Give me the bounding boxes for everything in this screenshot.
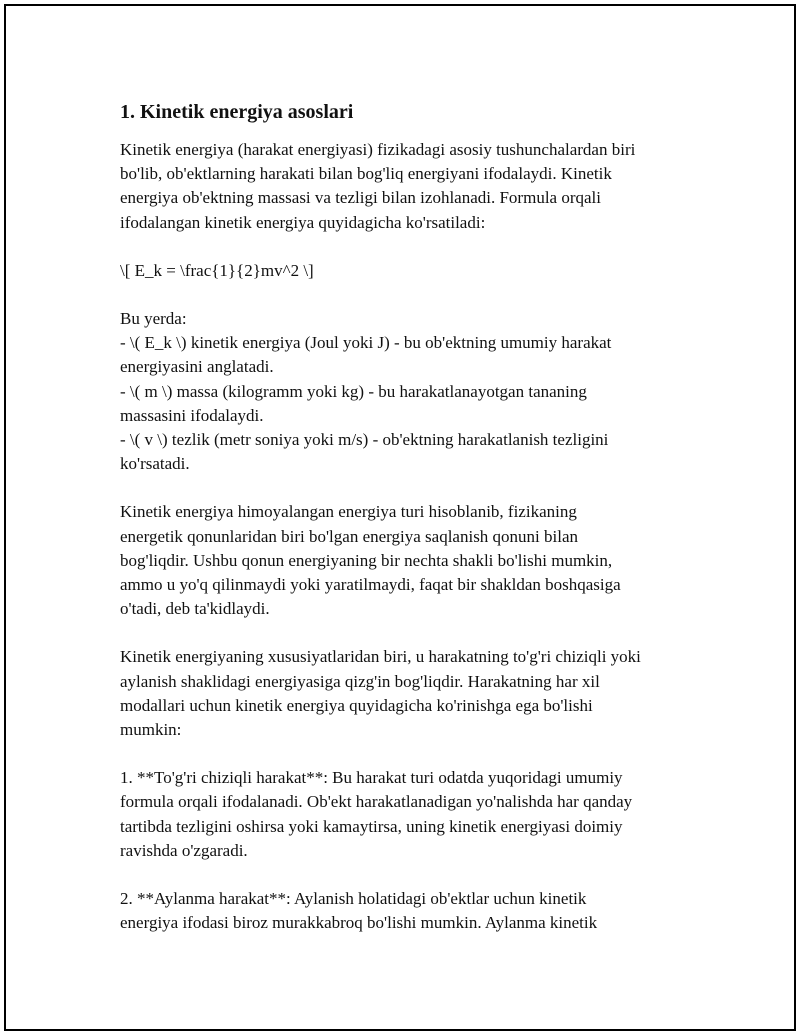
page-frame	[4, 4, 796, 1031]
text-line: tartibda tezligini oshirsa yoki kamaytirsa, uning kinetik energiyasi doimiy	[120, 816, 623, 836]
text-line: ifodalangan kinetik energiya quyidagicha ko'rsatiladi:	[120, 212, 486, 232]
text-line: 1. **To'g'ri chiziqli harakat**: Bu harakat turi odatda yuqoridagi umumiy	[120, 768, 623, 788]
text-line: - \( m \) massa (kilogramm yoki kg) - bu harakatlanayotgan tananing	[120, 381, 587, 401]
paragraph-intro	[120, 138, 690, 235]
text-line: massasini ifodalaydi.	[120, 405, 264, 425]
text-line: ravishda o'zgaradi.	[120, 840, 248, 860]
text-line: Kinetik energiya himoyalangan energiya turi hisoblanib, fizikaning	[120, 502, 577, 522]
paragraph-conservation	[120, 500, 690, 621]
text-line: energiya ob'ektning massasi va tezligi bilan izohlanadi. Formula orqali	[120, 188, 601, 208]
paragraph-properties	[120, 645, 690, 742]
text-line: formula orqali ifodalanadi. Ob'ekt harakatlanadigan yo'nalishda har qanday	[120, 792, 633, 812]
text-line: energiyasini anglatadi.	[120, 357, 274, 377]
section-heading: 1. Kinetik energiya asoslari	[120, 101, 354, 123]
list-item-linear-motion	[120, 766, 690, 863]
text-line: bog'liqdir. Ushbu qonun energiyaning bir nechta shakli bo'lishi mumkin,	[120, 550, 613, 570]
text-line: modallari uchun kinetik energiya quyidagicha ko'rinishga ega bo'lishi	[120, 695, 593, 715]
text-line: mumkin:	[120, 720, 182, 740]
document-body	[120, 98, 690, 959]
text-line: bo'lib, ob'ektlarning harakati bilan bog'liq energiyani ifodalaydi. Kinetik	[120, 164, 612, 184]
text-line: Kinetik energiyaning xususiyatlaridan biri, u harakatning to'g'ri chiziqli yoki	[120, 647, 641, 667]
text-line: energiya ifodasi biroz murakkabroq bo'lishi mumkin. Aylanma kinetik	[120, 913, 598, 933]
list-item-rotational-motion	[120, 887, 690, 935]
text-line: o'tadi, deb ta'kidlaydi.	[120, 599, 270, 619]
text-line: - \( E_k \) kinetik energiya (Joul yoki J) - bu ob'ektning umumiy harakat	[120, 333, 612, 353]
text-line: ammo u yo'q qilinmaydi yoki yaratilmaydi, faqat bir shakldan boshqasiga	[120, 575, 621, 595]
text-line: - \( v \) tezlik (metr soniya yoki m/s) - ob'ektning harakatlanish tezligini	[120, 430, 609, 450]
paragraph-formula	[120, 259, 690, 283]
text-line: Kinetik energiya (harakat energiyasi) fizikadagi asosiy tushunchalardan biri	[120, 140, 636, 159]
text-line: aylanish shaklidagi energiyasiga qizg'in bog'liqdir. Harakatning har xil	[120, 671, 600, 691]
text-line: 2. **Aylanma harakat**: Aylanish holatidagi ob'ektlar uchun kinetik	[120, 889, 587, 909]
formula-line: \[ E_k = \frac{1}{2}mv^2 \]	[120, 260, 314, 280]
text-line: energetik qonunlaridan biri bo'lgan energiya saqlanish qonuni bilan	[120, 526, 579, 546]
text-line: ko'rsatadi.	[120, 454, 190, 474]
text-line: Bu yerda:	[120, 309, 187, 329]
paragraph-definitions	[120, 307, 690, 476]
